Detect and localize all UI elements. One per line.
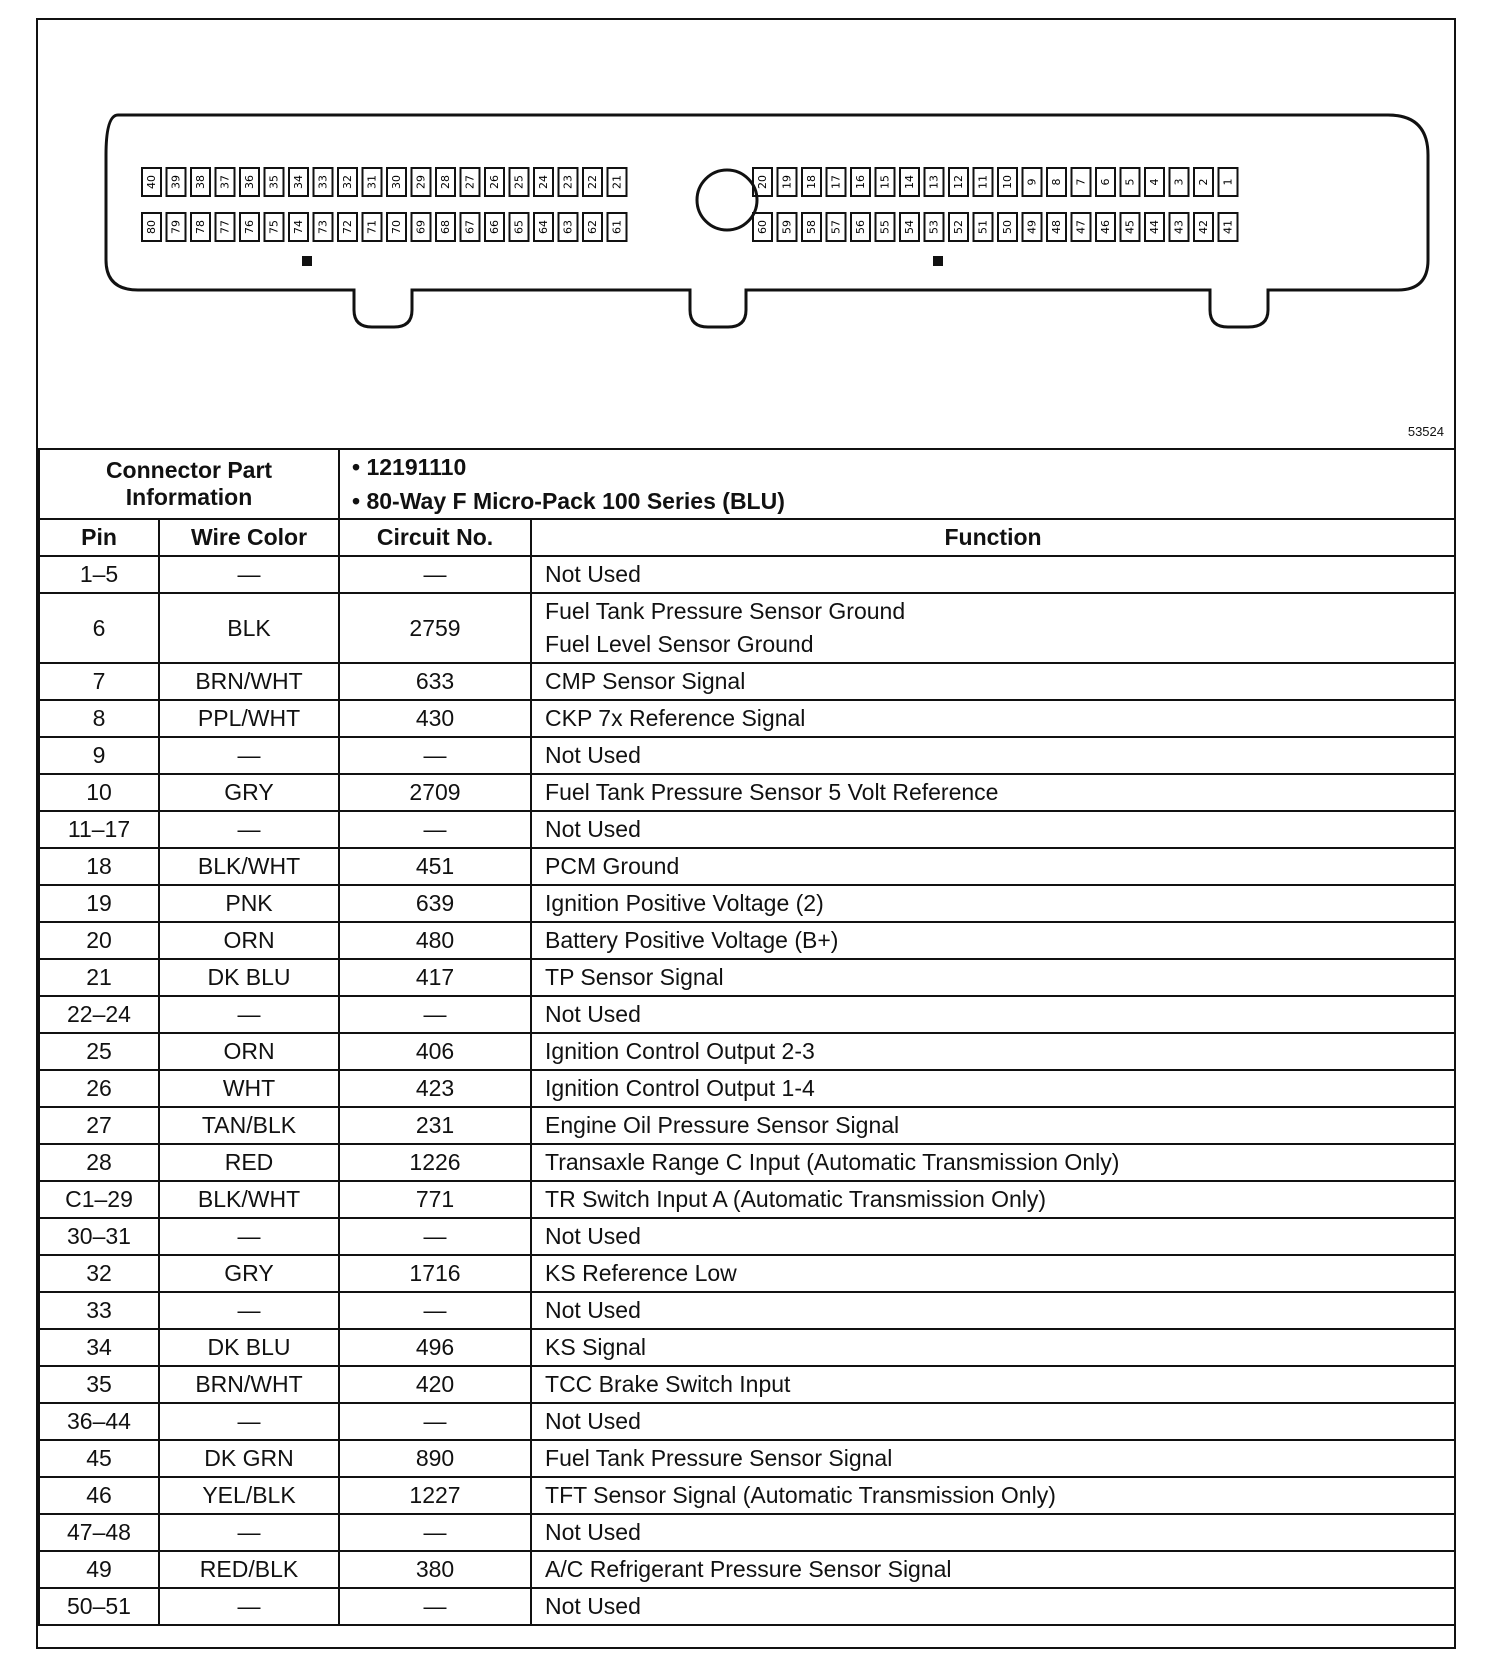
pin-number: 1 [1221,178,1235,186]
pin-number: 44 [1148,220,1161,234]
pin-number: 5 [1123,178,1137,186]
function-cell [531,1551,1455,1588]
pin-cell: 49 [39,1551,159,1588]
header-wire-color: Wire Color [159,519,339,556]
table-header-row [39,519,1455,556]
pin-cell: 25 [39,1033,159,1070]
circuit-cell: 890 [339,1440,531,1477]
pin-cell: 33 [39,1292,159,1329]
function-line: Not Used [545,1519,641,1545]
table-row [39,663,1455,700]
table-row [39,1329,1455,1366]
pin-number: 23 [561,175,575,189]
wire-color-cell: — [159,811,339,848]
function-line: PCM Ground [545,853,680,879]
circuit-cell: 2759 [339,593,531,663]
function-line: Not Used [545,561,641,587]
circuit-cell: — [339,1514,531,1551]
circuit-cell: — [339,1588,531,1625]
circuit-cell: 231 [339,1107,531,1144]
function-cell [531,1107,1455,1144]
pin-number: 2 [1197,178,1210,186]
pin-number: 24 [537,175,550,189]
circuit-cell: 639 [339,885,531,922]
table-row [39,1033,1455,1070]
pin-number: 37 [218,175,232,189]
pin-number: 71 [365,220,379,234]
pin-number: 15 [878,175,892,189]
connector-diagram [38,20,1454,448]
pin-number: 33 [316,175,330,189]
table-row [39,556,1455,593]
circuit-cell: 480 [339,922,531,959]
pin-number: 77 [218,220,232,234]
wire-color-cell: DK BLU [159,1329,339,1366]
function-cell [531,1329,1455,1366]
function-cell [531,774,1455,811]
pin-number: 73 [316,220,330,234]
function-cell [531,996,1455,1033]
function-cell [531,1514,1455,1551]
wire-color-cell: ORN [159,922,339,959]
circuit-cell: — [339,1292,531,1329]
wire-color-cell: BRN/WHT [159,663,339,700]
pin-number: 30 [390,175,403,189]
connector-info-label [39,449,339,519]
table-row [39,1070,1455,1107]
circuit-cell: 420 [339,1366,531,1403]
pin-number: 18 [805,175,818,189]
circuit-cell: — [339,737,531,774]
table-row [39,996,1455,1033]
pin-number: 41 [1221,220,1235,234]
pin-number: 80 [145,220,158,234]
pin-number: 8 [1050,178,1063,186]
pin-number: 63 [561,220,575,234]
function-cell [531,1292,1455,1329]
wire-color-cell: GRY [159,1255,339,1292]
wire-color-cell: BLK/WHT [159,1181,339,1218]
pin-number: 78 [194,220,207,234]
wire-color-cell: YEL/BLK [159,1477,339,1514]
function-cell [531,1588,1455,1625]
pin-number: 35 [267,175,281,189]
pinout-table [38,448,1456,1626]
pin-number: 70 [390,220,403,234]
function-line: Battery Positive Voltage (B+) [545,927,839,953]
function-cell [531,737,1455,774]
circuit-cell: — [339,811,531,848]
function-cell [531,1366,1455,1403]
wire-color-cell: ORN [159,1033,339,1070]
function-cell [531,1033,1455,1070]
function-line: Not Used [545,1001,641,1027]
pin-cell: 19 [39,885,159,922]
pin-cell: 47–48 [39,1514,159,1551]
function-line: Not Used [545,1408,641,1434]
pin-cell: 35 [39,1366,159,1403]
pin-cell: 30–31 [39,1218,159,1255]
pin-number: 3 [1172,178,1186,186]
pin-cell: 9 [39,737,159,774]
circuit-cell: 423 [339,1070,531,1107]
table-row [39,1292,1455,1329]
pin-number: 79 [169,220,183,234]
pin-number: 38 [194,175,207,189]
connector-face-svg [38,20,1454,448]
pin-cell: 7 [39,663,159,700]
pin-number: 36 [243,175,256,189]
pin-cell: 10 [39,774,159,811]
connector-info-values [339,449,1455,519]
circuit-cell: 406 [339,1033,531,1070]
function-cell [531,1181,1455,1218]
wire-color-cell: RED/BLK [159,1551,339,1588]
function-cell [531,1144,1455,1181]
table-row [39,700,1455,737]
pin-cell: 46 [39,1477,159,1514]
pin-number: 72 [341,220,354,234]
pin-number: 20 [756,175,769,189]
circuit-cell: 380 [339,1551,531,1588]
pin-number: 22 [586,175,599,189]
wire-color-cell: BLK/WHT [159,848,339,885]
pin-cell: 28 [39,1144,159,1181]
pin-number: 60 [756,220,769,234]
pin-cell: 50–51 [39,1588,159,1625]
table-row [39,1551,1455,1588]
circuit-cell: — [339,1218,531,1255]
pin-number: 29 [414,175,428,189]
function-cell [531,1218,1455,1255]
table-row [39,1366,1455,1403]
wire-color-cell: RED [159,1144,339,1181]
function-cell [531,700,1455,737]
function-line: KS Reference Low [545,1260,737,1286]
table-row [39,848,1455,885]
pin-number: 14 [903,175,916,189]
function-cell [531,1070,1455,1107]
pin-cell: 27 [39,1107,159,1144]
pin-number: 43 [1172,220,1186,234]
pin-number: 45 [1123,220,1137,234]
pin-number: 47 [1074,220,1088,234]
function-line: CKP 7x Reference Signal [545,705,806,731]
function-cell [531,885,1455,922]
function-line: KS Signal [545,1334,647,1360]
table-row [39,774,1455,811]
function-line: TR Switch Input A (Automatic Transmission Only) [545,1186,1047,1212]
wire-color-cell: — [159,1218,339,1255]
function-line: TP Sensor Signal [545,964,724,990]
document-frame [36,18,1456,1649]
wire-color-cell: DK GRN [159,1440,339,1477]
function-cell [531,848,1455,885]
circuit-cell: 451 [339,848,531,885]
function-line: Not Used [545,1593,641,1619]
pin-number: 57 [829,220,843,234]
circuit-cell: 496 [339,1329,531,1366]
pin-number: 11 [976,175,990,189]
table-row [39,885,1455,922]
polarity-mark-left [302,256,312,266]
pin-number: 27 [463,175,477,189]
function-line: Not Used [545,1223,641,1249]
circuit-cell: — [339,556,531,593]
function-line: Transaxle Range C Input (Automatic Transmission Only) [545,1149,1120,1175]
function-line: Fuel Tank Pressure Sensor Signal [545,1445,893,1471]
function-line: TFT Sensor Signal (Automatic Transmission Only) [545,1482,1056,1508]
connector-pins [142,168,1238,241]
table-row [39,811,1455,848]
pin-number: 48 [1050,220,1063,234]
pin-cell: C1–29 [39,1181,159,1218]
wire-color-cell: — [159,556,339,593]
pin-number: 59 [780,220,794,234]
pin-number: 61 [610,220,624,234]
table-row [39,1107,1455,1144]
table-row [39,1144,1455,1181]
pin-number: 75 [267,220,281,234]
pin-number: 74 [292,220,305,234]
pin-number: 40 [145,175,158,189]
pin-number: 54 [903,220,916,234]
pin-number: 31 [365,175,379,189]
pin-number: 58 [805,220,818,234]
pin-number: 65 [512,220,526,234]
function-cell [531,1255,1455,1292]
figure-id: 53524 [1407,424,1444,439]
table-row [39,1440,1455,1477]
function-line: TCC Brake Switch Input [545,1371,791,1397]
pin-cell: 21 [39,959,159,996]
function-line: Ignition Control Output 2-3 [545,1038,815,1064]
function-cell [531,1403,1455,1440]
connector-info-label-line1: Connector Part [105,457,273,483]
pin-cell: 22–24 [39,996,159,1033]
table-row [39,1477,1455,1514]
pin-cell: 32 [39,1255,159,1292]
pin-number: 67 [463,220,477,234]
circuit-cell: 633 [339,663,531,700]
pin-number: 66 [488,220,501,234]
circuit-cell: 417 [339,959,531,996]
wire-color-cell: DK BLU [159,959,339,996]
table-row [39,1255,1455,1292]
wire-color-cell: PPL/WHT [159,700,339,737]
pin-number: 4 [1148,178,1161,186]
wire-color-cell: — [159,737,339,774]
pin-number: 50 [1001,220,1014,234]
function-line: Not Used [545,1297,641,1323]
function-line: Not Used [545,816,641,842]
table-row [39,1218,1455,1255]
wire-color-cell: — [159,1514,339,1551]
pin-number: 53 [927,220,941,234]
pin-number: 51 [976,220,990,234]
table-row [39,593,1455,663]
pin-number: 42 [1197,220,1210,234]
pin-number: 39 [169,175,183,189]
wire-color-cell: BLK [159,593,339,663]
pin-number: 68 [439,220,452,234]
pin-cell: 18 [39,848,159,885]
function-cell [531,556,1455,593]
pin-number: 17 [829,175,843,189]
wire-color-cell: GRY [159,774,339,811]
wire-color-cell: TAN/BLK [159,1107,339,1144]
circuit-cell: 1227 [339,1477,531,1514]
pin-number: 9 [1025,178,1039,186]
connector-info-row [39,449,1455,519]
polarity-mark-right [933,256,943,266]
circuit-cell: 1716 [339,1255,531,1292]
pin-number: 32 [341,175,354,189]
function-line: Not Used [545,742,641,768]
pin-cell: 20 [39,922,159,959]
table-row [39,1514,1455,1551]
pin-number: 21 [610,175,624,189]
pin-number: 19 [780,175,794,189]
pin-number: 69 [414,220,428,234]
table-row [39,1588,1455,1625]
pin-number: 52 [952,220,965,234]
pin-number: 62 [586,220,599,234]
pin-number: 7 [1074,178,1088,186]
pin-number: 6 [1099,178,1112,186]
wire-color-cell: — [159,1292,339,1329]
function-cell [531,663,1455,700]
header-circuit-no: Circuit No. [339,519,531,556]
connector-info-label-line2: Information [125,484,253,510]
pin-number: 64 [537,220,550,234]
function-line: Ignition Positive Voltage (2) [545,890,824,916]
pin-number: 26 [488,175,501,189]
circuit-cell: — [339,996,531,1033]
function-cell [531,593,1455,663]
pin-number: 49 [1025,220,1039,234]
function-line: Fuel Tank Pressure Sensor Ground [545,598,906,624]
circuit-cell: 1226 [339,1144,531,1181]
pin-cell: 11–17 [39,811,159,848]
function-cell [531,1440,1455,1477]
pin-number: 46 [1099,220,1112,234]
function-line: A/C Refrigerant Pressure Sensor Signal [545,1556,952,1582]
circuit-cell: 2709 [339,774,531,811]
function-cell [531,811,1455,848]
table-row [39,1181,1455,1218]
wire-color-cell: PNK [159,885,339,922]
function-line: CMP Sensor Signal [545,668,746,694]
table-row [39,922,1455,959]
pin-number: 13 [927,175,941,189]
wire-color-cell: — [159,996,339,1033]
circuit-cell: — [339,1403,531,1440]
pin-number: 16 [854,175,867,189]
header-function: Function [531,519,1455,556]
function-line: Ignition Control Output 1-4 [545,1075,815,1101]
pin-cell: 8 [39,700,159,737]
pin-cell: 34 [39,1329,159,1366]
connector-description: • 80-Way F Micro-Pack 100 Series (BLU) [352,488,785,514]
circuit-cell: 430 [339,700,531,737]
table-row [39,1403,1455,1440]
table-row [39,959,1455,996]
header-pin: Pin [39,519,159,556]
wire-color-cell: — [159,1588,339,1625]
function-line: Fuel Level Sensor Ground [545,631,814,657]
function-line: Fuel Tank Pressure Sensor 5 Volt Reference [545,779,999,805]
wire-color-cell: BRN/WHT [159,1366,339,1403]
table-row [39,737,1455,774]
pin-cell: 45 [39,1440,159,1477]
circuit-cell: 771 [339,1181,531,1218]
function-line: Engine Oil Pressure Sensor Signal [545,1112,900,1138]
wire-color-cell: — [159,1403,339,1440]
pin-cell: 26 [39,1070,159,1107]
pin-number: 55 [878,220,892,234]
pin-number: 28 [439,175,452,189]
pin-number: 12 [952,175,965,189]
function-cell [531,959,1455,996]
pin-number: 76 [243,220,256,234]
pin-number: 25 [512,175,526,189]
wire-color-cell: WHT [159,1070,339,1107]
pin-number: 56 [854,220,867,234]
function-cell [531,1477,1455,1514]
pin-cell: 36–44 [39,1403,159,1440]
part-number: • 12191110 [352,454,467,480]
function-cell [531,922,1455,959]
pin-number: 34 [292,175,305,189]
pin-number: 10 [1001,175,1014,189]
pin-cell: 6 [39,593,159,663]
pin-cell: 1–5 [39,556,159,593]
connector-center-hole [697,170,757,230]
